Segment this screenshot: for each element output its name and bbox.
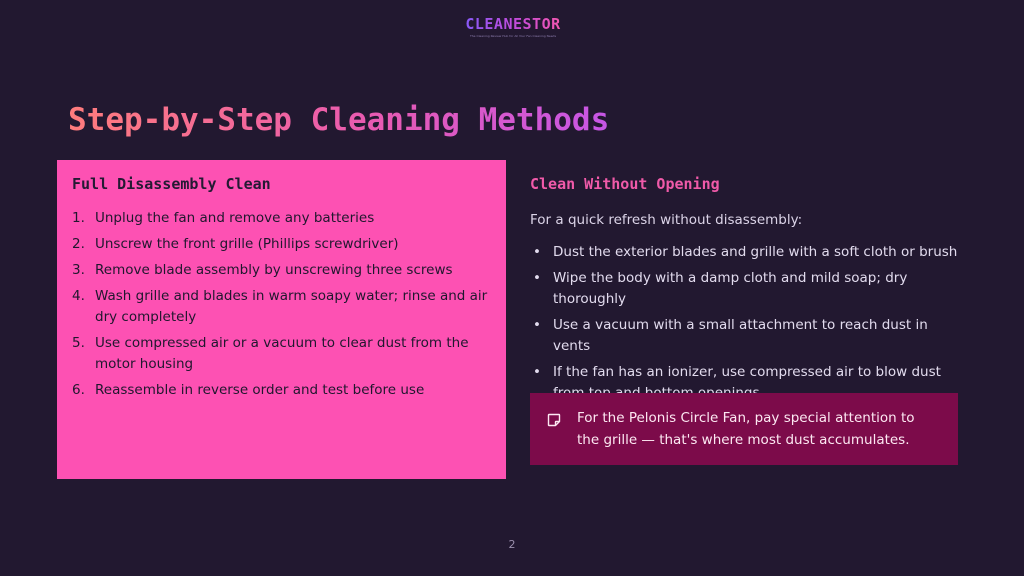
section-heading: Clean Without Opening xyxy=(530,175,720,193)
step-item xyxy=(72,380,490,401)
step-item xyxy=(72,286,490,328)
bullet-item: • Wipe the body with a damp cloth and mild soap; dry thoroughly xyxy=(530,268,958,310)
step-text: Use compressed air or a vacuum to clear dust from the motor housing xyxy=(95,335,469,372)
bullet-list xyxy=(530,242,958,404)
step-item xyxy=(72,260,490,281)
step-text: Unplug the fan and remove any batteries xyxy=(95,210,375,226)
logo-tagline: The Cleaning Review Hub for All Your Fan Cleaning Needs xyxy=(469,34,557,38)
sticky-note-icon xyxy=(547,413,561,427)
step-number: 3. xyxy=(72,262,85,278)
step-item xyxy=(72,234,490,255)
page-number: 2 xyxy=(508,538,516,551)
steps-list xyxy=(72,208,490,401)
logo-wordmark: CLEANESTOR xyxy=(454,14,572,34)
step-text: Wash grille and blades in warm soapy water; rinse and air dry completely xyxy=(95,288,488,325)
full-disassembly-card xyxy=(57,160,506,479)
step-text: Unscrew the front grille (Phillips screwdriver) xyxy=(95,236,399,252)
step-number: 1. xyxy=(72,210,85,226)
step-number: 6. xyxy=(72,382,85,398)
step-number: 5. xyxy=(72,335,85,351)
tip-callout xyxy=(530,393,958,465)
step-item xyxy=(72,208,490,229)
step-number: 4. xyxy=(72,288,85,304)
step-text: Remove blade assembly by unscrewing three screws xyxy=(95,262,453,278)
section-intro: For a quick refresh without disassembly: xyxy=(530,212,803,228)
bullet-item: • If the fan has an ionizer, use compressed air to blow dust xyxy=(530,362,958,404)
clean-without-opening-section xyxy=(530,172,958,409)
tip-text: For the Pelonis Circle Fan, pay special attention to the grille — that's where most dust accumulates. xyxy=(577,410,915,448)
step-text: Reassemble in reverse order and test before use xyxy=(95,382,425,398)
card-heading: Full Disassembly Clean xyxy=(72,175,271,193)
step-item xyxy=(72,333,490,375)
bullet-item: • Dust the exterior blades and grille with a soft cloth or brush xyxy=(530,242,958,263)
logo xyxy=(454,14,572,38)
bullet-item: • Use a vacuum with a small attachment to reach dust in vents xyxy=(530,315,958,357)
page-title: Step-by-Step Cleaning Methods xyxy=(68,98,609,142)
step-number: 2. xyxy=(72,236,85,252)
